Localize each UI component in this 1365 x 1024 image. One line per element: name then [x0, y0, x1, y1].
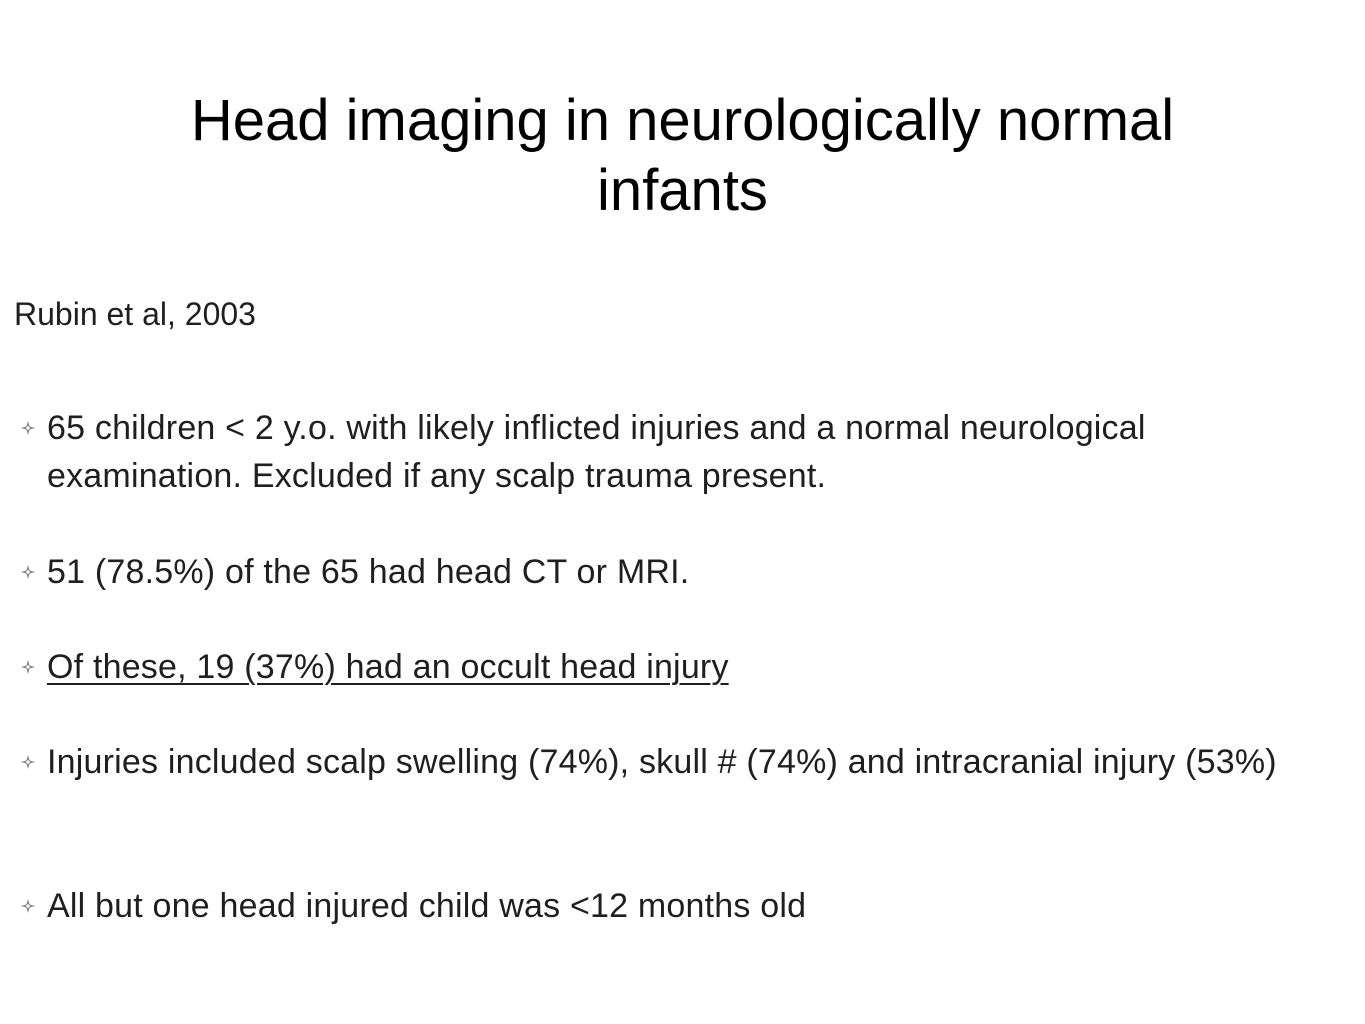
four-pointed-star-bullet-icon	[20, 659, 36, 675]
bullet-text: All but one head injured child was <12 months old	[47, 887, 807, 925]
bullet-text: 51 (78.5%) of the 65 had head CT or MRI.	[47, 553, 690, 591]
bullet-text-underlined: Of these, 19 (37%) had an occult head injury	[47, 648, 729, 686]
slide-title	[40, 86, 1325, 225]
bullet-item	[14, 404, 1334, 500]
bullet-item	[14, 643, 1334, 691]
bullet-text: 65 children < 2 y.o. with likely inflicted injuries and a normal neurological examination. Excluded if any scalp trauma present.	[47, 409, 1146, 495]
four-pointed-star-bullet-icon	[20, 898, 36, 914]
slide-title-line-2: infants	[597, 157, 768, 223]
slide-title-line-1: Head imaging in neurologically normal	[190, 88, 1175, 153]
citation-subtitle: Rubin et al, 2003	[14, 296, 256, 332]
bullet-item	[14, 738, 1334, 786]
bullet-item	[14, 882, 1334, 930]
four-pointed-star-bullet-icon	[20, 420, 36, 436]
four-pointed-star-bullet-icon	[20, 754, 36, 770]
bullet-item	[14, 548, 1334, 596]
bullet-text: Injuries included scalp swelling (74%), skull # (74%) and intracranial injury (53%)	[47, 743, 1277, 781]
four-pointed-star-bullet-icon	[20, 564, 36, 580]
